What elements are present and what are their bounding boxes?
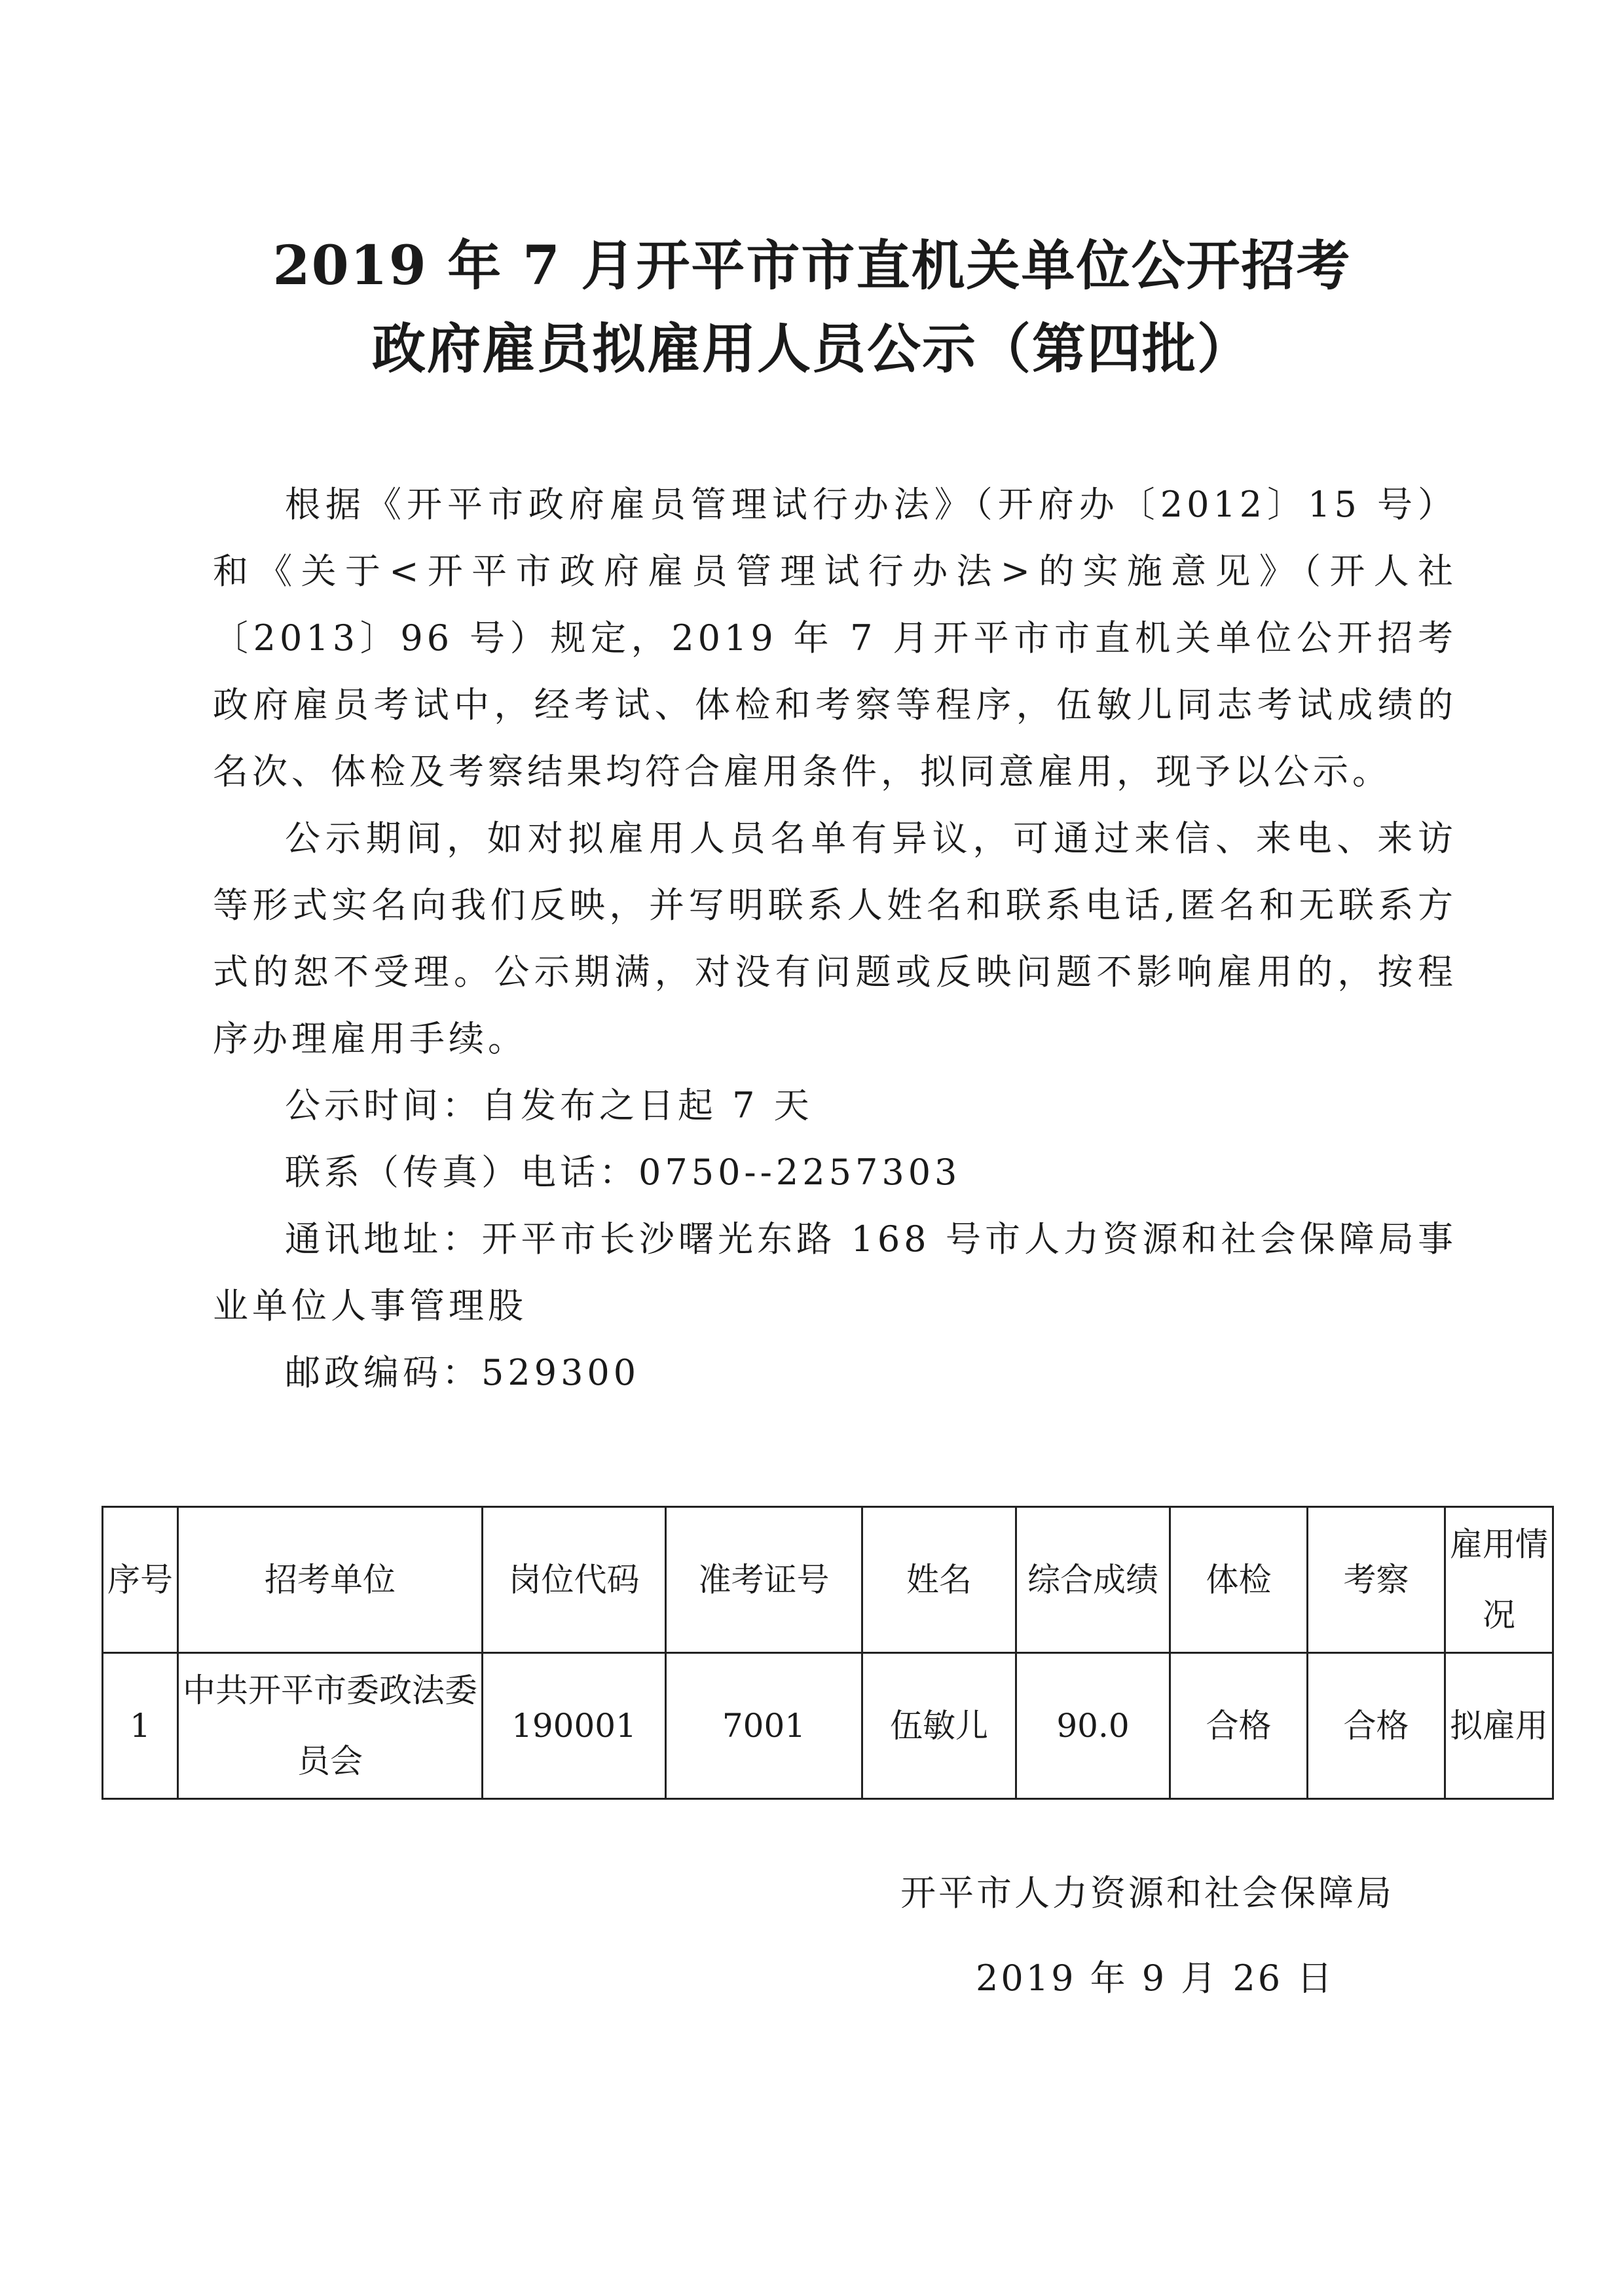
publicity-time: 公示时间：自发布之日起 7 天 xyxy=(285,1085,813,1126)
header-status: 雇用情况 xyxy=(1445,1507,1553,1653)
header-score: 综合成绩 xyxy=(1016,1507,1170,1653)
issue-date: 2019 年 9 月 26 日 xyxy=(976,1958,1335,1999)
cell-post-code: 190001 xyxy=(483,1653,666,1799)
title-line-1: 2019 年 7 月开平市市直机关单位公开招考 xyxy=(272,234,1352,297)
table-header-row xyxy=(103,1507,1553,1653)
cell-score: 90.0 xyxy=(1016,1653,1170,1799)
mailing-address: 通讯地址：开平市长沙曙光东路 168 号市人力资源和社会保障局事业单位人事管理股 xyxy=(213,1218,1457,1326)
cell-physical: 合格 xyxy=(1170,1653,1308,1799)
cell-exam-no: 7001 xyxy=(666,1653,862,1799)
table-row xyxy=(103,1653,1553,1799)
cell-name: 伍敏儿 xyxy=(862,1653,1016,1799)
paragraph-basis: 根据《开平市政府雇员管理试行办法》（开府办〔2012〕15 号）和《关于<开平市政府雇员管理试行办法>的实施意见》（开人社〔2013〕96 号）规定，2019 年 7 月开平市市直机关单位公开招考政府雇员考试中，经考试、体检和考察等程序，伍敏儿同志考试成绩的名次、体检及考察结果均符合雇用条件，拟同意雇用，现予以公示。 xyxy=(213,484,1457,792)
issuing-organization: 开平市人力资源和社会保障局 xyxy=(900,1872,1394,1914)
notice-body xyxy=(213,471,1457,1406)
header-post-code: 岗位代码 xyxy=(483,1507,666,1653)
header-exam-no: 准考证号 xyxy=(666,1507,862,1653)
header-unit: 招考单位 xyxy=(178,1507,483,1653)
header-name: 姓名 xyxy=(862,1507,1016,1653)
cell-unit: 中共开平市委政法委员会 xyxy=(178,1653,483,1799)
title-line-2: 政府雇员拟雇用人员公示（第四批） xyxy=(371,318,1252,380)
postal-code: 邮政编码：529300 xyxy=(285,1352,640,1393)
header-inspection: 考察 xyxy=(1308,1507,1445,1653)
cell-inspection: 合格 xyxy=(1308,1653,1445,1799)
hiring-table xyxy=(101,1506,1554,1800)
cell-index: 1 xyxy=(103,1653,178,1799)
header-physical: 体检 xyxy=(1170,1507,1308,1653)
paragraph-objection: 公示期间，如对拟雇用人员名单有异议，可通过来信、来电、来访等形式实名向我们反映，并写明联系人姓名和联系电话,匿名和无联系方式的恕不受理。公示期满，对没有问题或反映问题不影响雇用的，按程序办理雇用手续。 xyxy=(213,818,1457,1059)
header-index: 序号 xyxy=(103,1507,178,1653)
contact-phone: 联系（传真）电话：0750--2257303 xyxy=(285,1152,961,1193)
cell-status: 拟雇用 xyxy=(1445,1653,1553,1799)
